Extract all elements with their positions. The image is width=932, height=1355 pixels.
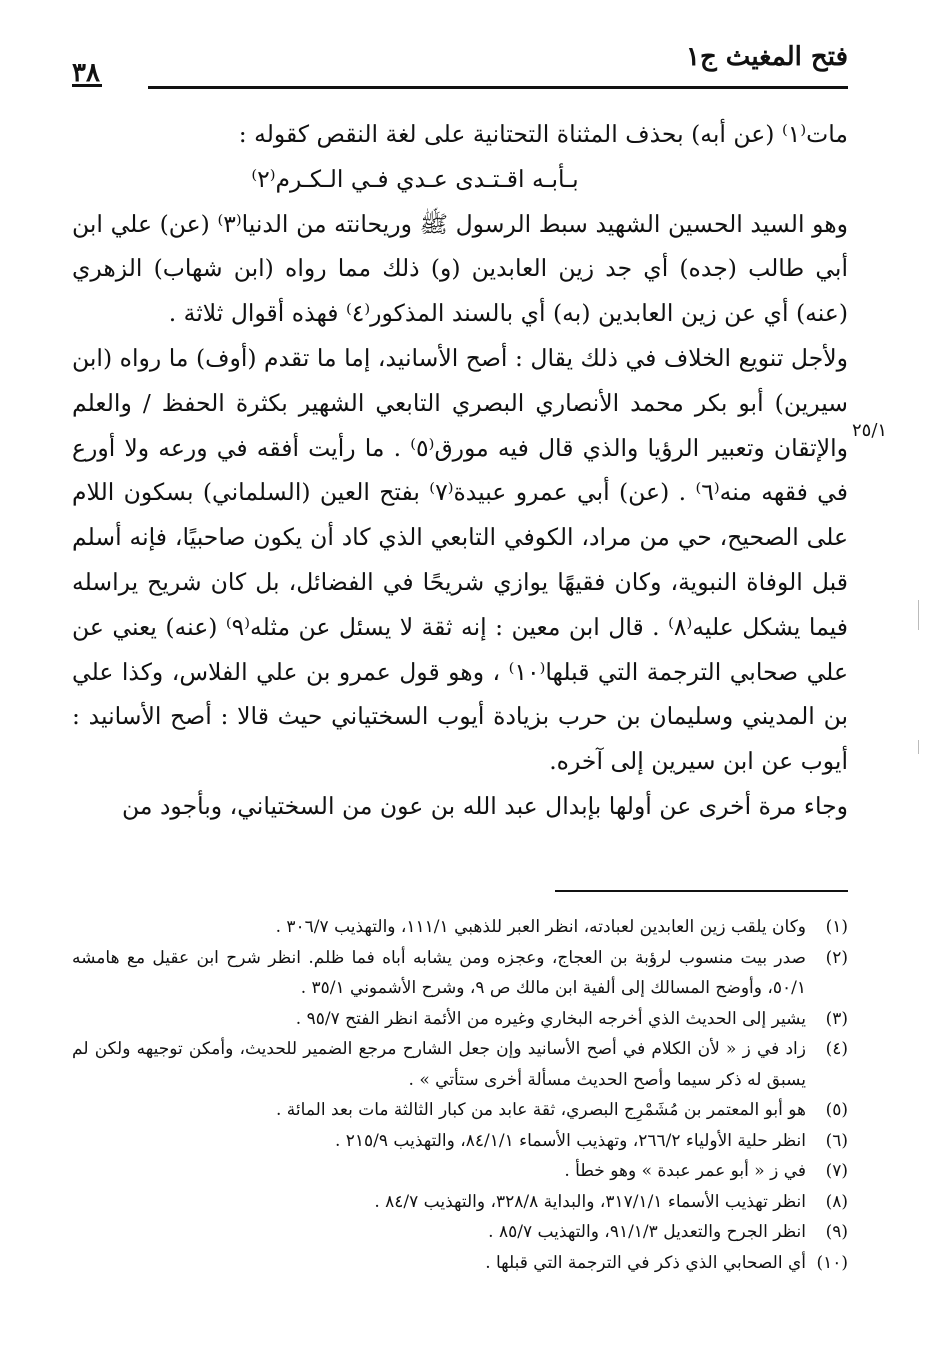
marginal-reference: ٢٥/١ (852, 420, 888, 441)
footnote-text: زاد في ز « لأن الكلام في أصح الأسانيد وإن جعل الشارح مرجع الضمير للحديث، وأمكن توجيهه ولكن لم يسبق له ذكر سيما وأصح الحديث مسألة أخرى ستأتي » . (72, 1039, 806, 1090)
footnote-number: (١) (825, 917, 848, 937)
verse-line: بـأبـه اقـتـدى عـدي فـي الـكـرم⁽٢⁾ (251, 164, 579, 193)
paragraph: وجاء مرة أخرى عن أولها بإبدال عبد الله بن عون من السختياني، وبأجود من (122, 791, 848, 820)
footnote-item (72, 943, 848, 1004)
footnote-item (72, 1034, 848, 1095)
page-number: ٣٨ (72, 58, 100, 88)
footnote-separator (555, 890, 848, 892)
header-rule-short (72, 84, 102, 87)
footnote-text: يشير إلى الحديث الذي أخرجه البخاري وغيره من الأئمة انظر الفتح ٩٥/٧ . (295, 1008, 806, 1029)
header-rule (148, 86, 848, 89)
footnote-text: في ز « أبو عمر عبدة » وهو خطأ . (564, 1161, 806, 1181)
footnote-item (72, 1217, 848, 1248)
paragraph: ولأجل تنويع الخلاف في ذلك يقال : أصح الأسانيد، إما ما تقدم (أوف) ما رواه (ابن سيرين) أبو بكر محمد الأنصاري البصري التابعي الشهير بكثرة الحفظ / والعلم والإتقان وتعبير الرؤيا والذي قال فيه مورق⁽٥⁾ . ما رأيت أفقه في ورعه ولا أورع في فقهه منه⁽٦⁾ . (عن) أبي عمرو عبيدة⁽٧⁾ بفتح العين (السلماني) بسكون اللام على الصحيح، حي من مراد، الكوفي التابعي الذي كاد أن يكون صاحبيًا، فإنه أسلم قبل الوفاة النبوية، وكان فقيهًا يوازي شريحًا في الفضائل، بل كان شريح يراسله فيما يشكل عليه⁽٨⁾ . قال ابن معين : إنه ثقة لا يسئل عن مثله⁽٩⁾ (عنه) يعني عن علي صحابي الترجمة التي قبلها⁽١٠⁾ ، وهو قول عمرو بن علي الفلاس، وكذا علي بن المديني وسليمان بن حرب بزيادة أيوب السختياني حيث قالا : أصح الأسانيد : أيوب عن ابن سيرين إلى آخره. (72, 343, 848, 776)
footnote-item (72, 1248, 848, 1279)
footnote-item (72, 1004, 848, 1035)
footnote-text: وكان يلقب زين العابدين لعبادته، انظر العبر للذهبي ١١١/١، والتهذيب ٣٠٦/٧ . (275, 917, 806, 937)
footnote-text: انظر تهذيب الأسماء ٣١٧/١/١، والبداية ٣٢٨/٨، والتهذيب ٨٤/٧ . (374, 1191, 806, 1212)
page-header (72, 40, 848, 98)
main-text (72, 112, 848, 829)
scan-edge-mark (918, 740, 919, 754)
scan-edge-mark (918, 600, 919, 630)
footnote-text: انظر الجرح والتعديل ٩١/١/٣، والتهذيب ٨٥/٧ . (488, 1222, 806, 1242)
footnote-number: (٣) (825, 1008, 848, 1029)
footnotes (72, 912, 848, 1278)
footnote-text: هو أبو المعتمر بن مُشَمْرِج البصري، ثقة عابد من كبار الثالثة مات بعد المائة . (275, 1100, 806, 1120)
footnote-number: (٩) (825, 1222, 848, 1242)
footnote-item (72, 912, 848, 943)
footnote-item (72, 1126, 848, 1157)
footnote-item (72, 1156, 848, 1187)
footnote-number: (٨) (825, 1191, 848, 1212)
running-title: فتح المغيث ج١ (685, 42, 848, 72)
footnote-number: (٦) (825, 1130, 848, 1151)
paragraph: مات⁽١⁾ (عن أبه) بحذف المثناة التحتانية على لغة النقص كقوله : (238, 120, 848, 148)
footnote-number: (٤) (825, 1039, 848, 1059)
footnote-text: أي الصحابي الذي ذكر في الترجمة التي قبلها . (485, 1252, 806, 1273)
footnote-text: انظر حلية الأولياء ٢٦٦/٢، وتهذيب الأسماء ٨٤/١/١، والتهذيب ٢١٥/٩ . (334, 1130, 806, 1151)
footnote-number: (٢) (825, 947, 848, 968)
footnote-number: (٥) (825, 1100, 848, 1120)
footnote-text: صدر بيت منسوب لرؤبة بن العجاج، وعجزه ومن يشابه أباه فما ظلم. انظر شرح ابن عقيل مع هامشه ٥٠/١، وأوضح المسالك إلى ألفية ابن مالك ص ٩، وشرح الأشموني ٣٥/١ . (72, 947, 806, 998)
footnote-number: (١٠) (816, 1252, 848, 1273)
footnote-number: (٧) (825, 1161, 848, 1181)
paragraph: وهو السيد الحسين الشهيد سبط الرسول ﷺ وريحانته من الدنيا⁽٣⁾ (عن) علي ابن أبي طالب (جده) أي جد زين العابدين (و) ذلك مما رواه (ابن شهاب) الزهري (عنه) أي عن زين العابدين (به) أي بالسند المذكور⁽٤⁾ فهذه أقوال ثلاثة . (72, 209, 849, 328)
footnote-item (72, 1095, 848, 1126)
footnote-item (72, 1187, 848, 1218)
